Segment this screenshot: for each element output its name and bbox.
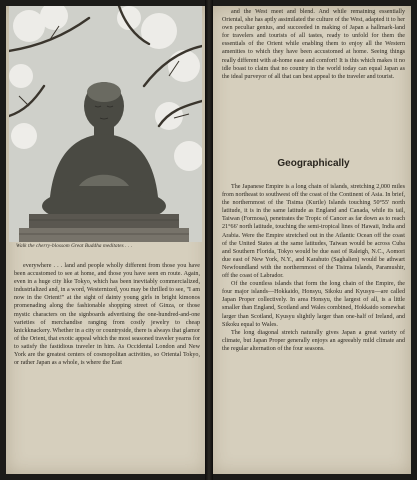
- section-heading: Geographically: [277, 158, 350, 169]
- geography-paragraph-1: The Japanese Empire is a long chain of islands, stretching 2,000 miles from northeast to southwest off the coast of the Continent of Asia. In brief, the northernmost of the Tisima (Kurile) Islands touching 50°55' north latitude, it is in the same latitude as England and Canada, while its tail, Taiwan (Formosa), penetrates the Tropic of Cancer as far down as to reach 21°66' north latitude, touching the semi-tropical lines of Hawaii, India and Arabia. Were the Empire stretched out in the Atlantic Ocean off the coast of the United States at the same latitudes, Taiwan would be across Cuba and Southern Florida, Tokyo would be due east of Raleigh, N.C., Aomori due east of New York, N.Y., and Karahuto (Saghalien) would be athwart Newfoundland with the northernmost of the Tisima Islands, Paramushir, off the coast of Labrador.: [222, 184, 405, 280]
- right-top-text: [222, 8, 405, 146]
- geography-paragraph-3: The long diagonal stretch naturally gives Japan a great variety of climate, but Japan Proper generally enjoys an agreeably mild climate and the regular alternation of the four seasons.: [222, 329, 405, 352]
- great-buddha-photo: [9, 6, 202, 242]
- left-body-text: [14, 262, 200, 470]
- right-top-paragraph: and the West meet and blend. And while remaining essentially Oriental, she has aptly assimilated the culture of the West, adapted it to her own peculiar genius, and succeeded in making of Japan a hallmark-land for travelers and tourists of all tastes, ready to unfold for them the essentials of the Orient while enabling them to enjoy all the Western amenities to which they have been accustomed at home. Seeing things really different with at-home ease and comfort! It is this which makes it no idle boast to claim that no country in the world today can equal Japan as the ideal purveyor of all that can best appeal to the traveler and tourist.: [222, 9, 405, 80]
- geography-text: [222, 183, 405, 470]
- book-gutter: [205, 0, 213, 480]
- left-paragraph: everywhere . . . land and people wholly different from those you have been accustomed to see at home, and those you have seen en route. Again, even in a huge city like Tokyo, which has been inevitably commercialized, industrialized and, in a word, Westernized, you may be thrilled to see, "I am now in the Orient!" at the sight of dainty young girls in bright kimonos promenading along the fashionable shopping street of Ginza, or those mystic characters on the signboards advertising the one-hundred-and-one varieties of merchandise ranging from costly jewelry to cheap knickknackery. Whether in a city or countryside, there is always that glamor of the Orient, that exotic appeal which the most seasoned traveler yearns for to satisfy the fastidious traveler in him. As Occidental London and New York are the greatest centers of cosmopolitan activities, so Oriental Tokyo, or rather Japan as a whole, is where the East: [14, 263, 200, 367]
- buddha-illustration: [9, 6, 202, 242]
- photo-caption: Walk the cherry-blossom Great Buddha meditates . . .: [16, 243, 133, 249]
- geography-paragraph-2: Of the countless islands that form the long chain of the Empire, the four major islands—Hokkaido, Honsyu, Sikoku and Kyusyu—are called Japan Proper collectively. In area Honsyu, the largest of all, is a little smaller than England, Scotland and Wales combined, Hokkaido somewhat larger than Scotland, Kyusyu slightly larger than one-half of Ireland, and Sikoku equal to Wales.: [222, 281, 405, 328]
